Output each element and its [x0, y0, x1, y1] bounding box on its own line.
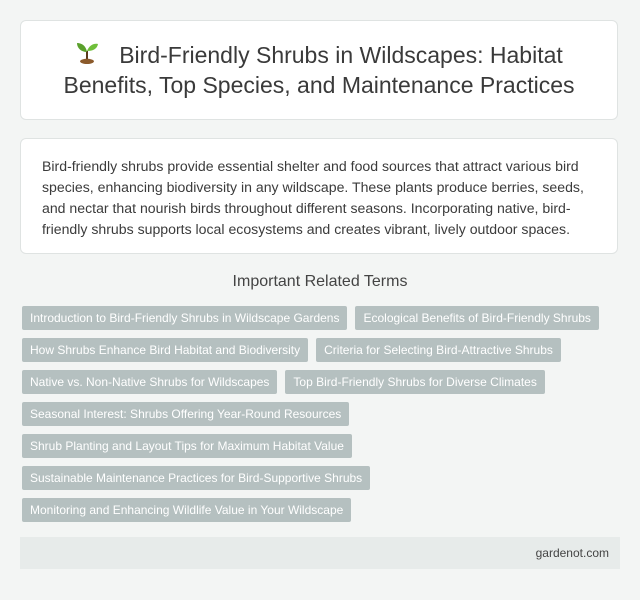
footer-domain[interactable]: gardenot.com	[535, 546, 609, 560]
related-term-tag[interactable]: Criteria for Selecting Bird-Attractive Shrubs	[316, 338, 561, 362]
tag-row	[22, 466, 622, 490]
footer	[20, 537, 620, 569]
related-term-tag[interactable]: Sustainable Maintenance Practices for Bird-Supportive Shrubs	[22, 466, 370, 490]
related-term-tag[interactable]: Native vs. Non-Native Shrubs for Wildscapes	[22, 370, 277, 394]
related-term-tag[interactable]: Ecological Benefits of Bird-Friendly Shrubs	[355, 306, 598, 330]
tag-row	[22, 402, 622, 426]
title-card	[20, 20, 618, 120]
related-terms-heading: Important Related Terms	[232, 273, 408, 290]
tag-row	[22, 498, 622, 522]
related-term-tag[interactable]: Seasonal Interest: Shrubs Offering Year-Round Resources	[22, 402, 349, 426]
intro-paragraph: Bird-friendly shrubs provide essential shelter and food sources that attract various bird species, enhancing biodiversity in any wildscape. These plants produce berries, seeds, and nectar that nourish birds throughout different seasons. Incorporating native, bird-friendly shrubs supports local ecosystems and creates vibrant, lively outdoor spaces.	[42, 158, 584, 237]
tag-row	[22, 306, 622, 330]
related-terms-list	[22, 306, 622, 530]
page-title-text: Bird-Friendly Shrubs in Wildscapes: Habitat Benefits, Top Species, and Maintenance Practices	[63, 42, 575, 98]
related-term-tag[interactable]: Shrub Planting and Layout Tips for Maximum Habitat Value	[22, 434, 352, 458]
intro-card	[20, 138, 618, 254]
tag-row	[22, 370, 622, 394]
related-term-tag[interactable]: Introduction to Bird-Friendly Shrubs in Wildscape Gardens	[22, 306, 347, 330]
related-term-tag[interactable]: Monitoring and Enhancing Wildlife Value in Your Wildscape	[22, 498, 351, 522]
related-term-tag[interactable]: How Shrubs Enhance Bird Habitat and Biodiversity	[22, 338, 308, 362]
related-term-tag[interactable]: Top Bird-Friendly Shrubs for Diverse Climates	[285, 370, 544, 394]
tag-row	[22, 338, 622, 362]
page-title	[45, 40, 593, 100]
sprout-icon	[75, 40, 99, 66]
tag-row	[22, 434, 622, 458]
